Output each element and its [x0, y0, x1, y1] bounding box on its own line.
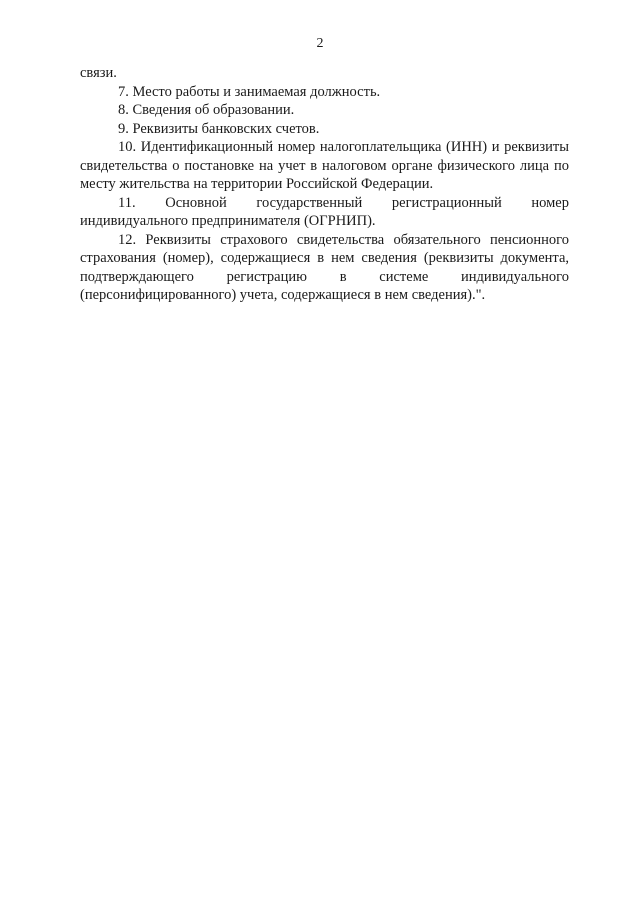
paragraph-item-12: 12. Реквизиты страхового свидетельства обязательного пенсионного страхования (номер), содержащиеся в нем сведения (реквизиты документа, подтверждающего регистрацию в системе индивидуального (персонифицированного) учета, содержащиеся в нем сведения).".	[80, 231, 569, 303]
page-number: 2	[316, 36, 324, 51]
paragraph-continuation: связи.	[80, 65, 117, 81]
paragraph-item-11: 11. Основной государственный регистрационный номер индивидуального предпринимателя (ОГРНИП).	[80, 194, 569, 229]
paragraph-item-7: 7. Место работы и занимаемая должность.	[118, 83, 381, 100]
paragraph-item-8: 8. Сведения об образовании.	[118, 102, 295, 118]
document-body	[80, 64, 569, 305]
paragraph-item-9: 9. Реквизиты банковских счетов.	[118, 120, 320, 137]
paragraph-item-10: 10. Идентификационный номер налогоплательщика (ИНН) и реквизиты свидетельства о постановке на учет в налоговом органе физического лица по месту жительства на территории Российской Федерации.	[80, 139, 569, 192]
